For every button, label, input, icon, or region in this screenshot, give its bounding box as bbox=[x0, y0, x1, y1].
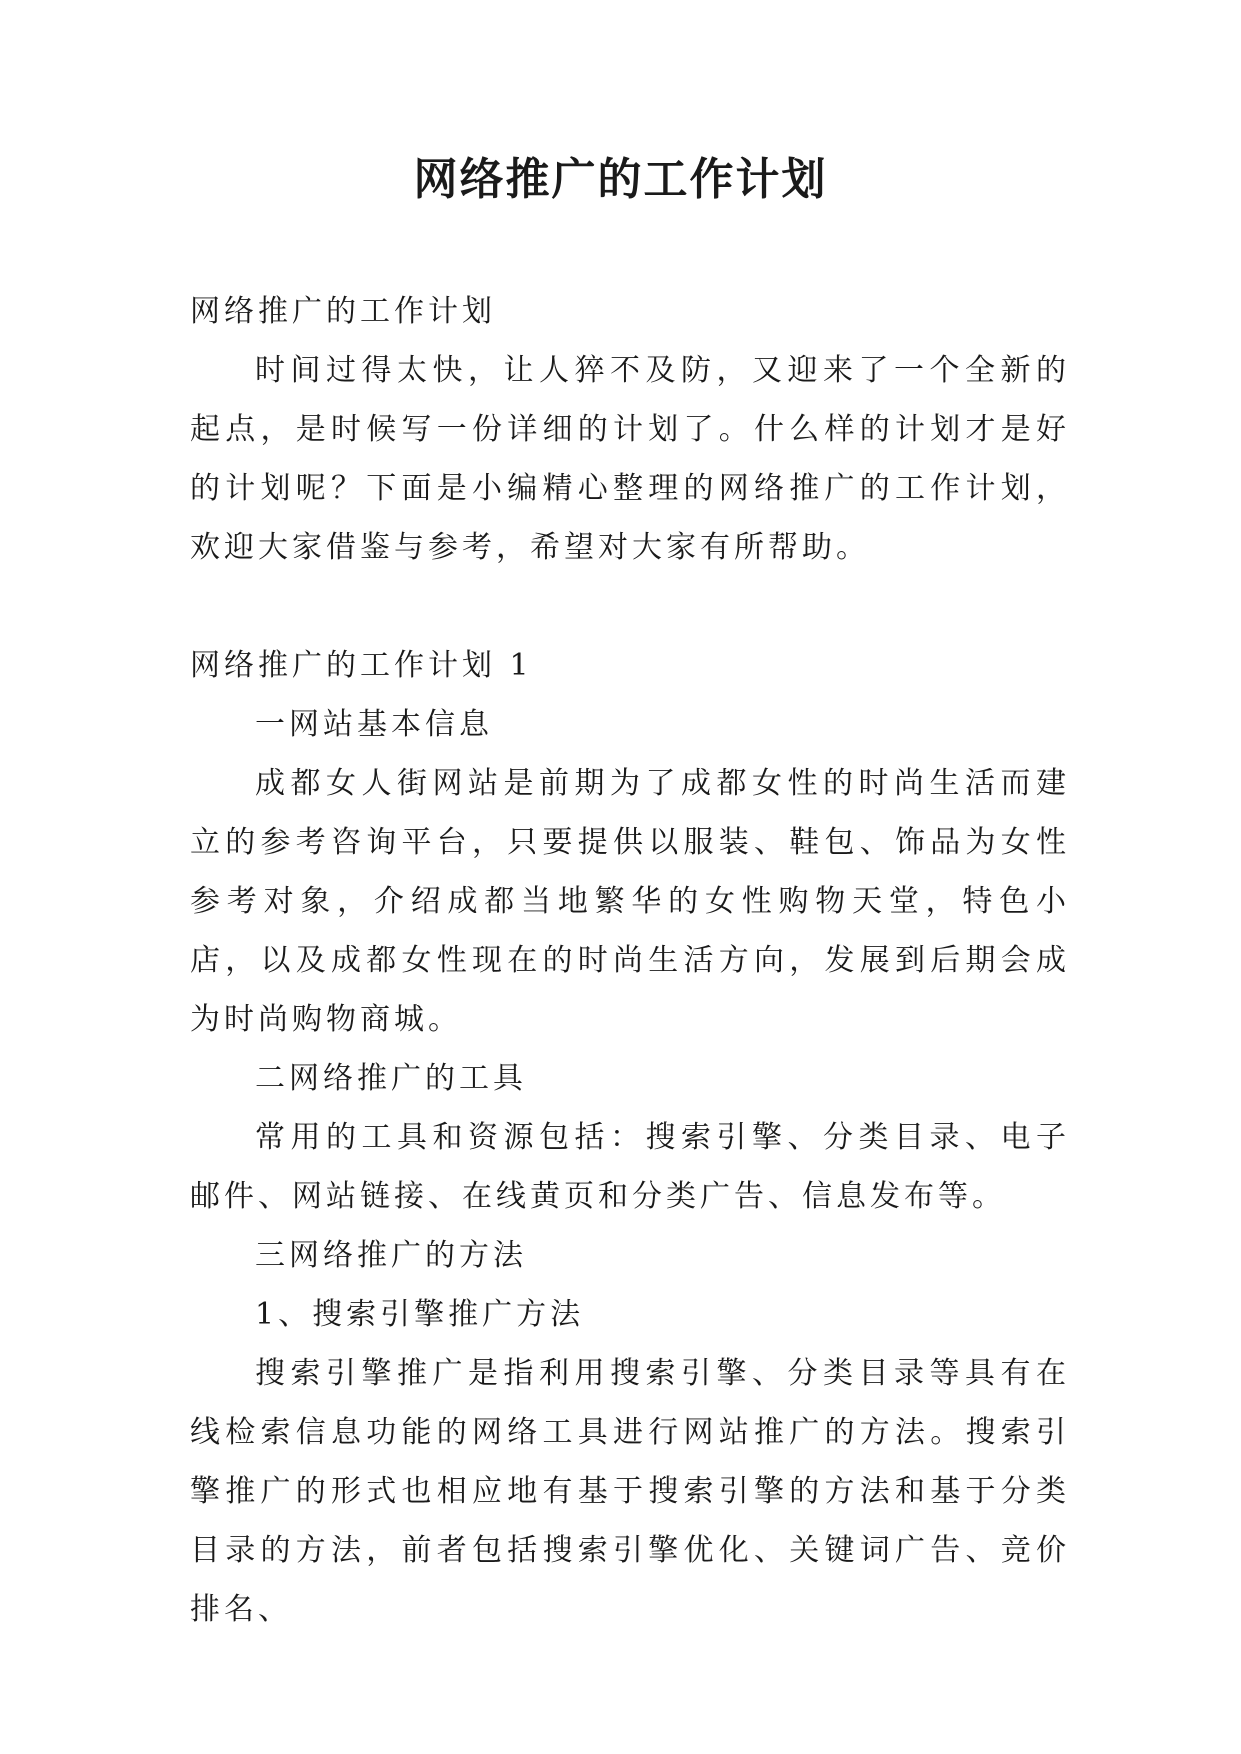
subheading-tools: 二网络推广的工具 bbox=[255, 1061, 527, 1096]
subheading-methods: 三网络推广的方法 bbox=[255, 1238, 527, 1273]
basic-info-paragraph: 成都女人街网站是前期为了成都女性的时尚生活而建立的参考咨询平台，只要提供以服装、鞋包、饰品为女性参考对象，介绍成都当地繁华的女性购物天堂，特色小店，以及成都女性现在的时尚生活方向，发展到后期会成为时尚购物商城。 bbox=[190, 766, 1070, 1037]
intro-paragraph: 时间过得太快，让人猝不及防，又迎来了一个全新的起点，是时候写一份详细的计划了。什么样的计划才是好的计划呢？下面是小编精心整理的网络推广的工作计划，欢迎大家借鉴与参考，希望对大家有所帮助。 bbox=[190, 353, 1070, 565]
subheading-basic-info: 一网站基本信息 bbox=[255, 707, 493, 742]
plan-heading: 网络推广的工作计划 1 bbox=[190, 648, 533, 683]
section-heading: 网络推广的工作计划 bbox=[190, 294, 496, 329]
tools-paragraph: 常用的工具和资源包括：搜索引擎、分类目录、电子邮件、网站链接、在线黄页和分类广告、信息发布等。 bbox=[190, 1120, 1070, 1214]
search-engine-paragraph: 搜索引擎推广是指利用搜索引擎、分类目录等具有在线检索信息功能的网络工具进行网站推广的方法。搜索引擎推广的形式也相应地有基于搜索引擎的方法和基于分类目录的方法，前者包括搜索引擎优化、关键词广告、竞价排名、 bbox=[190, 1356, 1070, 1627]
document-body bbox=[190, 282, 1070, 1639]
subheading-search-engine: 1、搜索引擎推广方法 bbox=[255, 1297, 585, 1332]
document-title: 网络推广的工作计划 bbox=[413, 154, 828, 205]
